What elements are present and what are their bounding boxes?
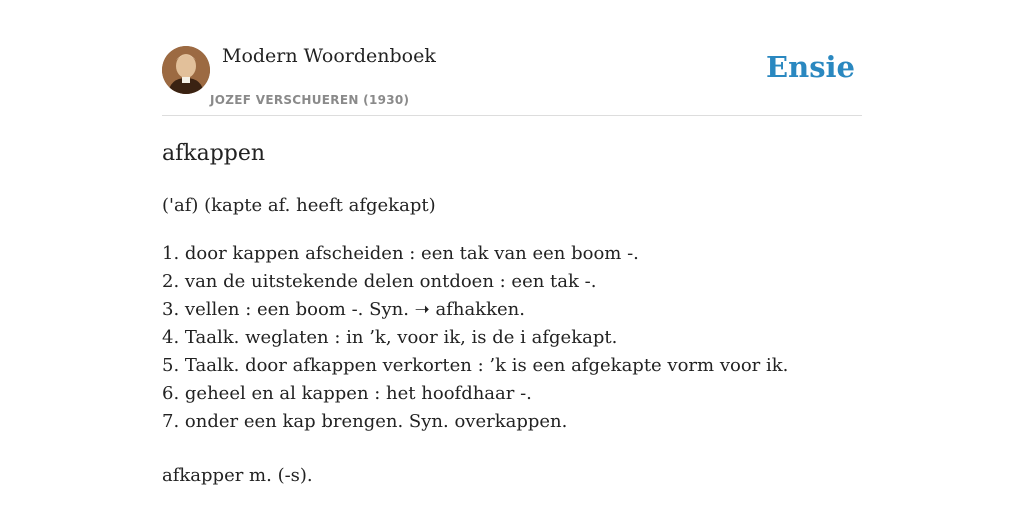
definition-list xyxy=(162,240,788,436)
definition-item: 6. geheel en al kappen : het hoofdhaar -. xyxy=(162,383,532,404)
entry-grammar: ('af) (kapte af. heeft afgekapt) xyxy=(162,195,436,216)
definition-item: 3. vellen : een boom -. Syn. ➝ afhakken. xyxy=(162,299,525,320)
author-portrait-icon xyxy=(162,46,210,94)
definition-item: 5. Taalk. door afkappen verkorten : ’k is een afgekapte vorm voor ik. xyxy=(162,355,789,376)
entry-headword: afkappen xyxy=(162,141,266,166)
definition-item: 7. onder een kap brengen. Syn. overkappen. xyxy=(162,411,568,432)
ensie-logo-link[interactable]: Ensie xyxy=(766,50,855,84)
derived-form: afkapper m. (-s). xyxy=(162,465,313,486)
definition-item: 4. Taalk. weglaten : in ’k, voor ik, is de i afgekapt. xyxy=(162,327,618,348)
header-divider xyxy=(162,115,862,116)
dictionary-author[interactable]: JOZEF VERSCHUEREN (1930) xyxy=(210,93,410,107)
definition-item: 1. door kappen afscheiden : een tak van een boom -. xyxy=(162,243,639,264)
dictionary-title[interactable]: Modern Woordenboek xyxy=(222,45,436,67)
definition-item: 2. van de uitstekende delen ontdoen : een tak -. xyxy=(162,271,597,292)
